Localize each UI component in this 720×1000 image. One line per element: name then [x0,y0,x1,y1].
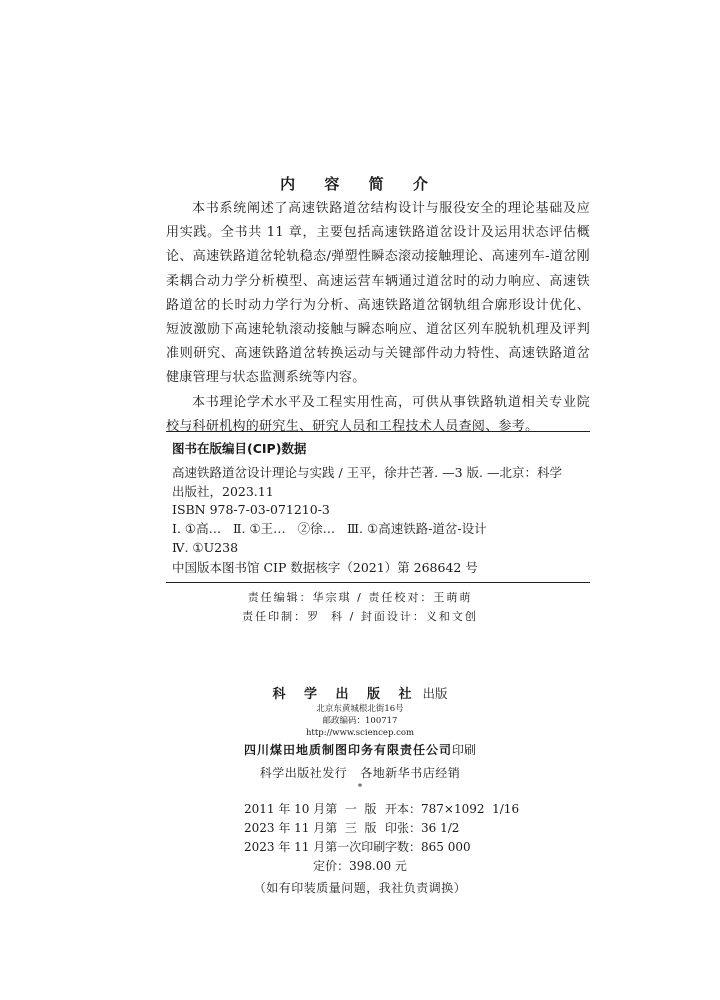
price: 定价：398.00 元 [313,859,407,873]
edition-date: 2023 年 11 月第一次印刷 [244,840,386,854]
edition-date: 2023 年 11 月第 三 版 [244,821,377,835]
cip-heading: 图书在版编目(CIP)数据 [172,441,307,456]
printer-line [0,741,720,758]
edition-row [0,838,720,858]
intro-paragraph: 本书系统阐述了高速铁路道岔结构设计与服役安全的理论基础及应用实践。全书共 11 章，主要包括高速铁路道岔设计及运用状态评估概论、高速铁路道岔轮轨稳态/弹塑性瞬态滚动接触理论、高速列车-道岔刚柔耦合动力学分析模型、高速运营车辆通过道岔时的动力响应、高速铁路道岔的长时动力学行为分析、高速铁路道岔钢轨组合廓形设计优化、短波激励下高速轮轨滚动接触与瞬态响应、道岔区列车脱轨机理及评判准则研究、高速铁路道岔转换运动与关键部件动力特性、高速铁路道岔健康管理与状态监测系统等内容。 [166,201,590,386]
edition-spec: 字数：865 000 [385,840,471,854]
publisher-address: 北京东黄城根北街16号 [316,704,404,714]
edition-spec: 开本：787×1092 1/16 [385,802,520,816]
edition-date: 2011 年 10 月第 一 版 [244,802,377,816]
quality-notice: （如有印装质量问题，我社负责调换） [253,881,467,895]
printer-suffix: 印刷 [452,743,477,757]
publisher-postcode: 邮政编码：100717 [322,716,398,726]
intro-body [166,197,590,439]
printer-name: 四川煤田地质制图印务有限责任公司 [243,743,452,757]
cip-top-rule [166,431,590,432]
edition-row [0,819,720,839]
cip-record-line: 出版社，2023.11 [172,484,274,499]
cip-classification: Ⅳ. ①U238 [172,540,239,555]
distribution-line: 科学出版社发行 各地新华书店经销 [259,766,461,780]
publisher-suffix: 出版 [422,686,448,701]
edition-spec: 印张：36 1/2 [385,821,460,835]
credits-editors: 责任编辑：华宗琪 / 责任校对：王萌萌 [247,591,473,604]
credits-production: 责任印制：罗 科 / 封面设计：义和文创 [242,610,478,623]
cip-number: 中国版本图书馆 CIP 数据核字（2021）第 268642 号 [172,560,478,575]
separator-star: * [357,783,363,793]
publisher-website: http://www.sciencep.com [305,728,415,738]
publisher-line [0,683,720,702]
cip-classification: Ⅰ. ①高… Ⅱ. ①王… ②徐… Ⅲ. ①高速铁路-道岔-设计 [172,521,487,536]
intro-title: 内 容 简 介 [280,175,440,193]
cip-bottom-rule [166,582,590,583]
edition-row [0,800,720,820]
intro-paragraph: 本书理论学术水平及工程实用性高，可供从事铁路轨道相关专业院校与科研机构的研究生、研究人员和工程技术人员查阅、参考。 [166,394,590,434]
publisher-name: 科 学 出 版 社 [272,687,419,702]
cip-isbn: ISBN 978-7-03-071210-3 [172,502,330,517]
cip-record-line: 高速铁路道岔设计理论与实践 / 王平，徐井芒著. —3 版. —北京：科学 [172,465,562,480]
